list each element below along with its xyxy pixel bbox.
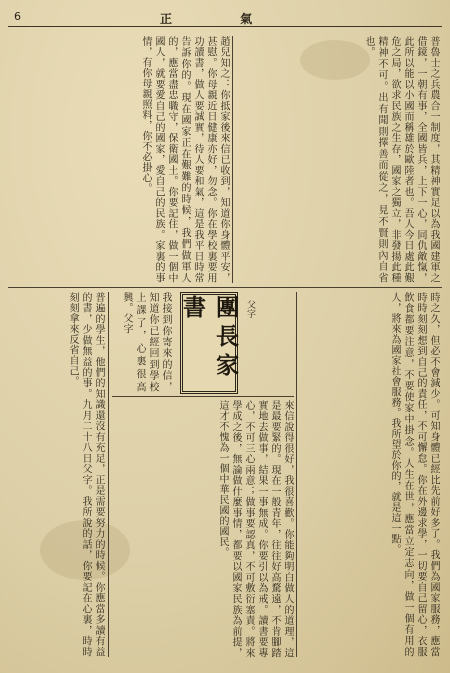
text-column-bottom-middle: 來信說得很好，我很喜歡。你能夠明白做人的道理，這是最要緊的。現在一般青年，往往好高騖遠，不肯腳踏實地去做事，結果一事無成。你要引以為戒。讀書要專心，不可三心兩意；做事要認真，不可敷衍塞責。將來學成之後，無論做什麼事情，都要以國家民族為前提，這才不愧為一個中華民國的國民。	[217, 400, 293, 658]
article-title-box	[180, 292, 238, 394]
column-divider	[108, 292, 109, 657]
text-column-intro: 我接到你寄來的信，知道你已經回到學校上課了，心裏很高興。父字	[121, 292, 171, 392]
article-title: 團長家書	[179, 295, 239, 382]
section-divider	[8, 287, 442, 288]
column-divider	[232, 36, 233, 283]
column-divider	[296, 292, 297, 657]
text-column-bottom-right: 時之久，但必不會減少。可知身體已經比先前好多了。我們為國家服務，應當時時刻刻想到自己的責任，不可懈怠。你在外邊求學，一切要自己留心，衣服飲食都要注意，不要使家中掛念。人生在世，應當立定志向，做一個有用的人，將來為國家社會服務。我所望於你的，就是這一點。	[389, 292, 439, 657]
text-column-top-right: 普魯士之兵農合一制度，其精神實足以為我國建軍之借鏡，一朝有事，全國皆兵，上下一心，同仇敵愾，此所以能以小國而稱雄於歐陸者也。吾人今日處此艱危之局，欲求民族之生存，國家之獨立，非發揚此種精神不可。出有聞則擇善而從之，見不賢則內自省也。	[363, 36, 439, 283]
publication-title: 正 氣	[160, 12, 285, 26]
text-column-top-left: 趙兒知之：你抵家後來信已收到，知道你身體平安，甚慰。你母親近日健康亦好，勿念。你在學校裏要用功讀書，做人要誠實，待人要和氣，這是我平日時常告訴你的。現在國家正在艱難的時候，我們做軍人的，應當盡忠職守，保衛國土。你要記住，做一個中國人，就要愛自己的國家，愛自己的民族。家裏的事情，有你母親照料，你不必掛心。	[140, 36, 229, 283]
header-rule	[8, 26, 442, 27]
page-header	[0, 8, 450, 32]
section-divider	[112, 396, 294, 397]
article-author: 父字	[245, 300, 255, 318]
text-column-bottom-left: 普遍的學生，他們的知識還沒有充足，正是需要努力的時候。你應當多讀有益的書，少做無益的事。九月二十八日父字。我所說的話，你要記在心裏，時時刻刻拿來反省自己。	[67, 292, 104, 657]
page-number: 6	[14, 10, 21, 23]
